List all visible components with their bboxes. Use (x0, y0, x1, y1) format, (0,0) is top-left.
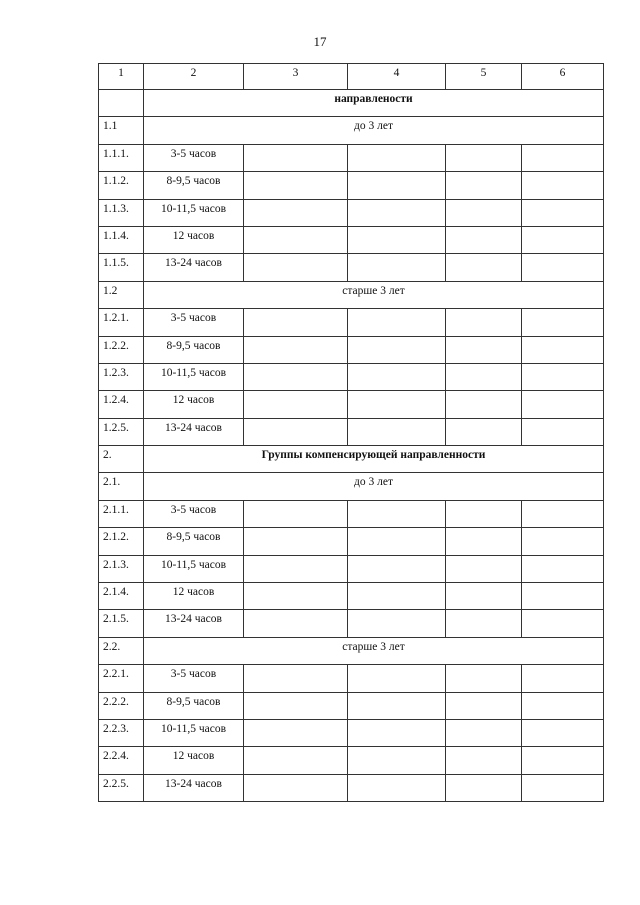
empty-cell-col-6 (522, 144, 604, 171)
empty-cell-col-4 (348, 610, 446, 637)
empty-cell-col-6 (522, 692, 604, 719)
empty-cell-col-6 (522, 528, 604, 555)
row-number-cell: 1.2.5. (99, 418, 144, 445)
section-row (99, 473, 604, 500)
hours-cell: 8-9,5 часов (144, 528, 244, 555)
section-title-cell: Группы компенсирующей направленности (144, 446, 604, 473)
table-row (99, 747, 604, 774)
section-title-cell: старше 3 лет (144, 637, 604, 664)
table-row (99, 555, 604, 582)
empty-cell-col-4 (348, 309, 446, 336)
empty-cell-col-3 (244, 391, 348, 418)
row-number-cell: 2.1.1. (99, 500, 144, 527)
row-number-cell: 2.1.5. (99, 610, 144, 637)
empty-cell-col-4 (348, 254, 446, 281)
table-row (99, 610, 604, 637)
section-row (99, 446, 604, 473)
empty-cell-col-5 (446, 665, 522, 692)
empty-cell-col-3 (244, 500, 348, 527)
table-row (99, 774, 604, 801)
empty-cell-col-4 (348, 336, 446, 363)
table-row (99, 583, 604, 610)
header-cell-6: 6 (522, 64, 604, 90)
empty-cell-col-4 (348, 199, 446, 226)
empty-cell-col-4 (348, 719, 446, 746)
empty-cell-col-6 (522, 418, 604, 445)
tariff-table (98, 63, 604, 802)
empty-cell-col-4 (348, 226, 446, 253)
empty-cell-col-5 (446, 363, 522, 390)
empty-cell-col-5 (446, 774, 522, 801)
row-number-cell: 1.2.4. (99, 391, 144, 418)
row-number-cell: 1.1.2. (99, 172, 144, 199)
row-number-cell: 1.2 (99, 281, 144, 308)
table-row (99, 500, 604, 527)
empty-cell-col-5 (446, 336, 522, 363)
row-number-cell: 1.2.1. (99, 309, 144, 336)
empty-cell-col-6 (522, 309, 604, 336)
table-row (99, 199, 604, 226)
empty-cell-col-4 (348, 583, 446, 610)
hours-cell: 3-5 часов (144, 309, 244, 336)
empty-cell-col-6 (522, 719, 604, 746)
empty-cell-col-5 (446, 391, 522, 418)
hours-cell: 13-24 часов (144, 418, 244, 445)
table-row (99, 391, 604, 418)
table-row (99, 172, 604, 199)
empty-cell-col-5 (446, 500, 522, 527)
row-number-cell: 1.1.4. (99, 226, 144, 253)
table-row (99, 692, 604, 719)
row-number-cell: 1.2.3. (99, 363, 144, 390)
section-row (99, 281, 604, 308)
empty-cell-col-6 (522, 363, 604, 390)
empty-cell-col-5 (446, 583, 522, 610)
row-number-cell: 2.2.4. (99, 747, 144, 774)
section-row (99, 90, 604, 117)
empty-cell-col-4 (348, 555, 446, 582)
empty-cell-col-5 (446, 610, 522, 637)
section-title-cell: старше 3 лет (144, 281, 604, 308)
empty-cell-col-3 (244, 692, 348, 719)
empty-cell-col-5 (446, 555, 522, 582)
empty-cell-col-3 (244, 363, 348, 390)
empty-cell-col-4 (348, 500, 446, 527)
row-number-cell: 2.1. (99, 473, 144, 500)
row-number-cell: 2. (99, 446, 144, 473)
row-number-cell: 1.2.2. (99, 336, 144, 363)
empty-cell-col-3 (244, 555, 348, 582)
row-number-cell: 1.1.3. (99, 199, 144, 226)
empty-cell-col-4 (348, 665, 446, 692)
header-cell-3: 3 (244, 64, 348, 90)
empty-cell-col-6 (522, 500, 604, 527)
empty-cell-col-3 (244, 528, 348, 555)
empty-cell-col-4 (348, 391, 446, 418)
empty-cell-col-4 (348, 774, 446, 801)
empty-cell-col-4 (348, 144, 446, 171)
hours-cell: 10-11,5 часов (144, 199, 244, 226)
empty-cell-col-6 (522, 254, 604, 281)
empty-cell-col-5 (446, 172, 522, 199)
empty-cell-col-5 (446, 418, 522, 445)
table-row (99, 226, 604, 253)
row-number-cell: 2.2. (99, 637, 144, 664)
hours-cell: 10-11,5 часов (144, 555, 244, 582)
hours-cell: 13-24 часов (144, 774, 244, 801)
empty-cell-col-6 (522, 665, 604, 692)
empty-cell-col-5 (446, 692, 522, 719)
row-number-cell: 2.1.2. (99, 528, 144, 555)
table-row (99, 144, 604, 171)
header-cell-1: 1 (99, 64, 144, 90)
row-number-cell: 2.2.2. (99, 692, 144, 719)
empty-cell-col-3 (244, 774, 348, 801)
empty-cell-col-3 (244, 665, 348, 692)
row-number-cell (99, 90, 144, 117)
header-cell-2: 2 (144, 64, 244, 90)
empty-cell-col-4 (348, 363, 446, 390)
hours-cell: 8-9,5 часов (144, 172, 244, 199)
empty-cell-col-5 (446, 199, 522, 226)
empty-cell-col-3 (244, 309, 348, 336)
empty-cell-col-6 (522, 199, 604, 226)
empty-cell-col-4 (348, 172, 446, 199)
empty-cell-col-3 (244, 254, 348, 281)
empty-cell-col-5 (446, 528, 522, 555)
hours-cell: 12 часов (144, 747, 244, 774)
empty-cell-col-3 (244, 719, 348, 746)
row-number-cell: 2.2.3. (99, 719, 144, 746)
table-row (99, 363, 604, 390)
section-title-cell: до 3 лет (144, 473, 604, 500)
empty-cell-col-6 (522, 336, 604, 363)
empty-cell-col-3 (244, 172, 348, 199)
hours-cell: 3-5 часов (144, 144, 244, 171)
empty-cell-col-6 (522, 610, 604, 637)
hours-cell: 3-5 часов (144, 500, 244, 527)
row-number-cell: 1.1 (99, 117, 144, 144)
hours-cell: 12 часов (144, 583, 244, 610)
empty-cell-col-3 (244, 610, 348, 637)
table-row (99, 254, 604, 281)
empty-cell-col-3 (244, 336, 348, 363)
hours-cell: 13-24 часов (144, 254, 244, 281)
hours-cell: 10-11,5 часов (144, 719, 244, 746)
empty-cell-col-3 (244, 226, 348, 253)
row-number-cell: 1.1.1. (99, 144, 144, 171)
table-row (99, 336, 604, 363)
section-row (99, 117, 604, 144)
empty-cell-col-3 (244, 144, 348, 171)
empty-cell-col-3 (244, 199, 348, 226)
row-number-cell: 2.1.3. (99, 555, 144, 582)
empty-cell-col-6 (522, 747, 604, 774)
header-cell-4: 4 (348, 64, 446, 90)
empty-cell-col-6 (522, 583, 604, 610)
empty-cell-col-6 (522, 172, 604, 199)
empty-cell-col-6 (522, 774, 604, 801)
empty-cell-col-5 (446, 144, 522, 171)
empty-cell-col-4 (348, 418, 446, 445)
row-number-cell: 2.2.5. (99, 774, 144, 801)
page-number: 17 (313, 34, 327, 49)
table-row (99, 719, 604, 746)
table-row (99, 665, 604, 692)
section-title-cell: до 3 лет (144, 117, 604, 144)
empty-cell-col-5 (446, 719, 522, 746)
empty-cell-col-5 (446, 254, 522, 281)
hours-cell: 8-9,5 часов (144, 692, 244, 719)
table-row (99, 418, 604, 445)
empty-cell-col-4 (348, 528, 446, 555)
section-title-cell: направлености (144, 90, 604, 117)
empty-cell-col-6 (522, 555, 604, 582)
empty-cell-col-4 (348, 692, 446, 719)
empty-cell-col-5 (446, 747, 522, 774)
hours-cell: 8-9,5 часов (144, 336, 244, 363)
hours-cell: 12 часов (144, 391, 244, 418)
hours-cell: 10-11,5 часов (144, 363, 244, 390)
empty-cell-col-5 (446, 226, 522, 253)
empty-cell-col-3 (244, 583, 348, 610)
hours-cell: 13-24 часов (144, 610, 244, 637)
empty-cell-col-5 (446, 309, 522, 336)
row-number-cell: 2.2.1. (99, 665, 144, 692)
empty-cell-col-3 (244, 418, 348, 445)
section-row (99, 637, 604, 664)
empty-cell-col-6 (522, 226, 604, 253)
hours-cell: 12 часов (144, 226, 244, 253)
table-header-row (99, 64, 604, 90)
empty-cell-col-6 (522, 391, 604, 418)
empty-cell-col-3 (244, 747, 348, 774)
table-row (99, 309, 604, 336)
empty-cell-col-4 (348, 747, 446, 774)
row-number-cell: 2.1.4. (99, 583, 144, 610)
hours-cell: 3-5 часов (144, 665, 244, 692)
row-number-cell: 1.1.5. (99, 254, 144, 281)
table-row (99, 528, 604, 555)
header-cell-5: 5 (446, 64, 522, 90)
